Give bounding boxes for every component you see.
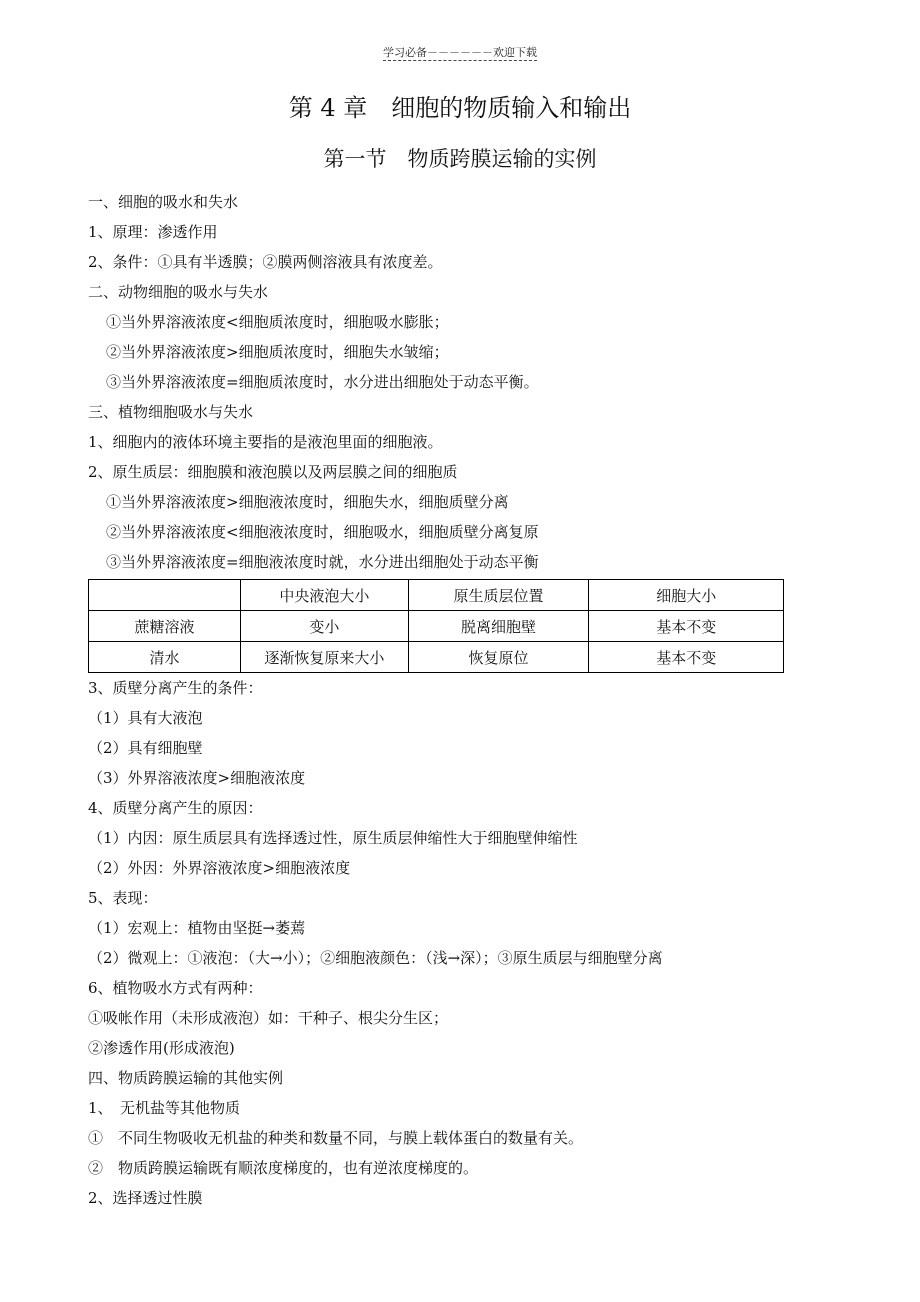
table-cell: 恢复原位 xyxy=(408,642,589,673)
table-cell: 蔗糖溶液 xyxy=(89,611,241,642)
text-line: ①当外界溶液浓度<细胞质浓度时，细胞吸水膨胀； xyxy=(106,313,449,331)
chapter-title: 第 4 章 细胞的物质输入和输出 xyxy=(288,94,632,122)
text-line: 2、条件：①具有半透膜；②膜两侧溶液具有浓度差。 xyxy=(88,253,443,271)
table-header-row xyxy=(89,580,784,611)
header-note-text: 学习必备－－－－－－欢迎下载 xyxy=(383,46,537,59)
table-cell: 逐渐恢复原来大小 xyxy=(240,642,408,673)
text-line: 一、细胞的吸水和失水 xyxy=(88,193,239,211)
text-line: （1）宏观上：植物由坚挺→萎蔫 xyxy=(88,919,306,937)
text-line: 5、表现： xyxy=(88,889,158,907)
header-note xyxy=(0,44,920,60)
table-header-cell xyxy=(89,580,241,611)
table-cell: 脱离细胞壁 xyxy=(408,611,589,642)
text-line: 1、原理：渗透作用 xyxy=(88,223,218,241)
text-line: ②当外界溶液浓度<细胞液浓度时，细胞吸水，细胞质壁分离复原 xyxy=(106,523,539,541)
content-after-table xyxy=(88,673,788,1213)
section-title: 第一节 物质跨膜运输的实例 xyxy=(323,147,597,171)
text-line: 6、植物吸水方式有两种： xyxy=(88,979,263,997)
text-line: ①吸帐作用（未形成液泡）如：干种子、根尖分生区； xyxy=(88,1009,449,1027)
text-line: 四、物质跨膜运输的其他实例 xyxy=(88,1069,284,1087)
text-line: 二、动物细胞的吸水与失水 xyxy=(88,283,269,301)
table-cell: 清水 xyxy=(89,642,241,673)
text-line: （1）具有大液泡 xyxy=(88,709,203,727)
table-cell: 基本不变 xyxy=(589,611,784,642)
text-line: 2、原生质层：细胞膜和液泡膜以及两层膜之间的细胞质 xyxy=(88,463,458,481)
table-row xyxy=(89,642,784,673)
table-cell: 变小 xyxy=(240,611,408,642)
text-line: ②渗透作用(形成液泡) xyxy=(88,1039,235,1057)
text-line: 1、细胞内的液体环境主要指的是液泡里面的细胞液。 xyxy=(88,433,443,451)
text-line: ③当外界溶液浓度=细胞质浓度时，水分进出细胞处于动态平衡。 xyxy=(106,373,539,391)
text-line: （2）外因：外界溶液浓度>细胞液浓度 xyxy=(88,859,351,877)
content-before-table xyxy=(88,187,788,577)
text-line: 2、选择透过性膜 xyxy=(88,1189,203,1207)
table-header-cell: 原生质层位置 xyxy=(408,580,589,611)
text-line: 3、质壁分离产生的条件： xyxy=(88,679,263,697)
text-line: 三、植物细胞吸水与失水 xyxy=(88,403,254,421)
text-line: （2）具有细胞壁 xyxy=(88,739,203,757)
text-line: ②当外界溶液浓度>细胞质浓度时，细胞失水皱缩； xyxy=(106,343,449,361)
table-header-cell: 细胞大小 xyxy=(589,580,784,611)
text-line: ①当外界溶液浓度>细胞液浓度时，细胞失水，细胞质壁分离 xyxy=(106,493,509,511)
comparison-table xyxy=(88,579,784,673)
text-line: 1、 无机盐等其他物质 xyxy=(88,1099,241,1117)
text-line: （2）微观上：①液泡：（大→小）；②细胞液颜色：（浅→深）；③原生质层与细胞壁分离 xyxy=(88,949,663,967)
table-cell: 基本不变 xyxy=(589,642,784,673)
text-line: ③当外界溶液浓度=细胞液浓度时就，水分进出细胞处于动态平衡 xyxy=(106,553,539,571)
table-header-cell: 中央液泡大小 xyxy=(240,580,408,611)
text-line: ① 不同生物吸收无机盐的种类和数量不同，与膜上载体蛋白的数量有关。 xyxy=(88,1129,584,1147)
text-line: （1）内因：原生质层具有选择透过性，原生质层伸缩性大于细胞壁伸缩性 xyxy=(88,829,578,847)
text-line: 4、质壁分离产生的原因： xyxy=(88,799,263,817)
table-row xyxy=(89,611,784,642)
document-body xyxy=(88,187,788,1213)
text-line: ② 物质跨膜运输既有顺浓度梯度的，也有逆浓度梯度的。 xyxy=(88,1159,479,1177)
text-line: （3）外界溶液浓度>细胞液浓度 xyxy=(88,769,306,787)
